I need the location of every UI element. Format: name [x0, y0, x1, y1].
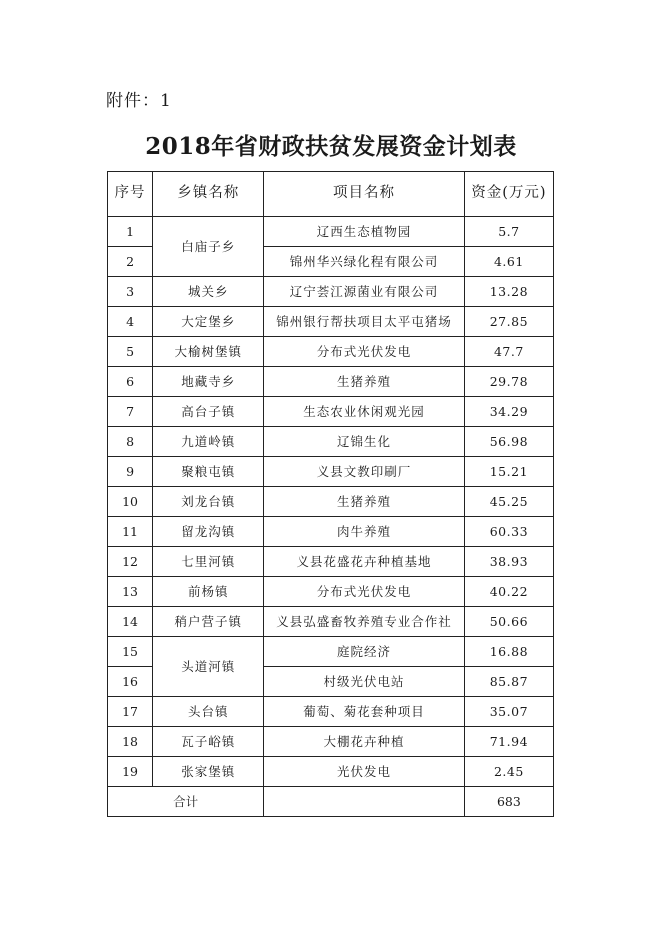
row-amount: 29.78	[464, 367, 553, 397]
row-no: 17	[108, 697, 153, 727]
header-no: 序号	[108, 172, 153, 217]
page-title: 2018年省财政扶贫发展资金计划表	[145, 133, 517, 160]
row-amount: 60.33	[464, 517, 553, 547]
row-project: 生猪养殖	[264, 367, 464, 397]
row-no: 8	[108, 427, 153, 457]
row-town: 留龙沟镇	[153, 517, 264, 547]
row-town: 前杨镇	[153, 577, 264, 607]
row-town: 白庙子乡	[153, 217, 264, 277]
row-project: 辽西生态植物园	[264, 217, 464, 247]
table-row	[108, 367, 554, 397]
table-row	[108, 607, 554, 637]
row-amount: 71.94	[464, 727, 553, 757]
row-amount: 38.93	[464, 547, 553, 577]
row-project: 生态农业休闲观光园	[264, 397, 464, 427]
table-row	[108, 697, 554, 727]
row-amount: 85.87	[464, 667, 553, 697]
row-project: 义县文教印刷厂	[264, 457, 464, 487]
row-no: 3	[108, 277, 153, 307]
header-project: 项目名称	[264, 172, 464, 217]
row-no: 14	[108, 607, 153, 637]
attachment-label: 附件：1	[106, 91, 172, 111]
table-row	[108, 727, 554, 757]
table-header-row	[108, 172, 554, 217]
table-row	[108, 277, 554, 307]
row-project: 义县弘盛畜牧养殖专业合作社	[264, 607, 464, 637]
row-amount: 27.85	[464, 307, 553, 337]
row-no: 11	[108, 517, 153, 547]
row-amount: 56.98	[464, 427, 553, 457]
table-row	[108, 487, 554, 517]
table-row	[108, 547, 554, 577]
row-no: 7	[108, 397, 153, 427]
row-town: 瓦子峪镇	[153, 727, 264, 757]
row-project: 生猪养殖	[264, 487, 464, 517]
row-no: 18	[108, 727, 153, 757]
table-row	[108, 637, 554, 667]
row-project: 光伏发电	[264, 757, 464, 787]
row-town: 七里河镇	[153, 547, 264, 577]
table-row	[108, 457, 554, 487]
row-amount: 34.29	[464, 397, 553, 427]
total-label: 合计	[108, 787, 264, 817]
row-project: 葡萄、菊花套种项目	[264, 697, 464, 727]
row-amount: 15.21	[464, 457, 553, 487]
row-no: 16	[108, 667, 153, 697]
row-town: 地藏寺乡	[153, 367, 264, 397]
row-amount: 47.7	[464, 337, 553, 367]
total-row	[108, 787, 554, 817]
row-amount: 13.28	[464, 277, 553, 307]
row-town: 刘龙台镇	[153, 487, 264, 517]
row-no: 4	[108, 307, 153, 337]
row-no: 2	[108, 247, 153, 277]
row-project: 肉牛养殖	[264, 517, 464, 547]
header-town: 乡镇名称	[153, 172, 264, 217]
row-town: 头台镇	[153, 697, 264, 727]
row-project: 村级光伏电站	[264, 667, 464, 697]
table-row	[108, 217, 554, 247]
row-amount: 2.45	[464, 757, 553, 787]
table-row	[108, 577, 554, 607]
row-no: 1	[108, 217, 153, 247]
row-town: 大榆树堡镇	[153, 337, 264, 367]
row-amount: 4.61	[464, 247, 553, 277]
total-project	[264, 787, 464, 817]
row-amount: 16.88	[464, 637, 553, 667]
row-project: 大棚花卉种植	[264, 727, 464, 757]
row-project: 义县花盛花卉种植基地	[264, 547, 464, 577]
row-town: 头道河镇	[153, 637, 264, 697]
row-project: 锦州银行帮扶项目太平屯猪场	[264, 307, 464, 337]
row-town: 城关乡	[153, 277, 264, 307]
row-no: 6	[108, 367, 153, 397]
table-row	[108, 757, 554, 787]
row-town: 大定堡乡	[153, 307, 264, 337]
row-no: 19	[108, 757, 153, 787]
row-project: 分布式光伏发电	[264, 337, 464, 367]
header-amount: 资金(万元)	[464, 172, 553, 217]
row-amount: 40.22	[464, 577, 553, 607]
table-row	[108, 517, 554, 547]
row-no: 12	[108, 547, 153, 577]
row-town: 张家堡镇	[153, 757, 264, 787]
row-project: 分布式光伏发电	[264, 577, 464, 607]
row-amount: 45.25	[464, 487, 553, 517]
row-no: 5	[108, 337, 153, 367]
row-amount: 5.7	[464, 217, 553, 247]
row-town: 聚粮屯镇	[153, 457, 264, 487]
row-no: 15	[108, 637, 153, 667]
table-row	[108, 307, 554, 337]
row-project: 辽宁荟江源菌业有限公司	[264, 277, 464, 307]
row-amount: 50.66	[464, 607, 553, 637]
row-project: 锦州华兴绿化程有限公司	[264, 247, 464, 277]
row-project: 辽锦生化	[264, 427, 464, 457]
table-row	[108, 397, 554, 427]
table-row	[108, 337, 554, 367]
row-town: 稍户营子镇	[153, 607, 264, 637]
row-project: 庭院经济	[264, 637, 464, 667]
row-no: 13	[108, 577, 153, 607]
table-row	[108, 427, 554, 457]
row-amount: 35.07	[464, 697, 553, 727]
row-town: 高台子镇	[153, 397, 264, 427]
total-amount: 683	[464, 787, 553, 817]
row-town: 九道岭镇	[153, 427, 264, 457]
row-no: 10	[108, 487, 153, 517]
row-no: 9	[108, 457, 153, 487]
funding-plan-table	[107, 171, 554, 817]
